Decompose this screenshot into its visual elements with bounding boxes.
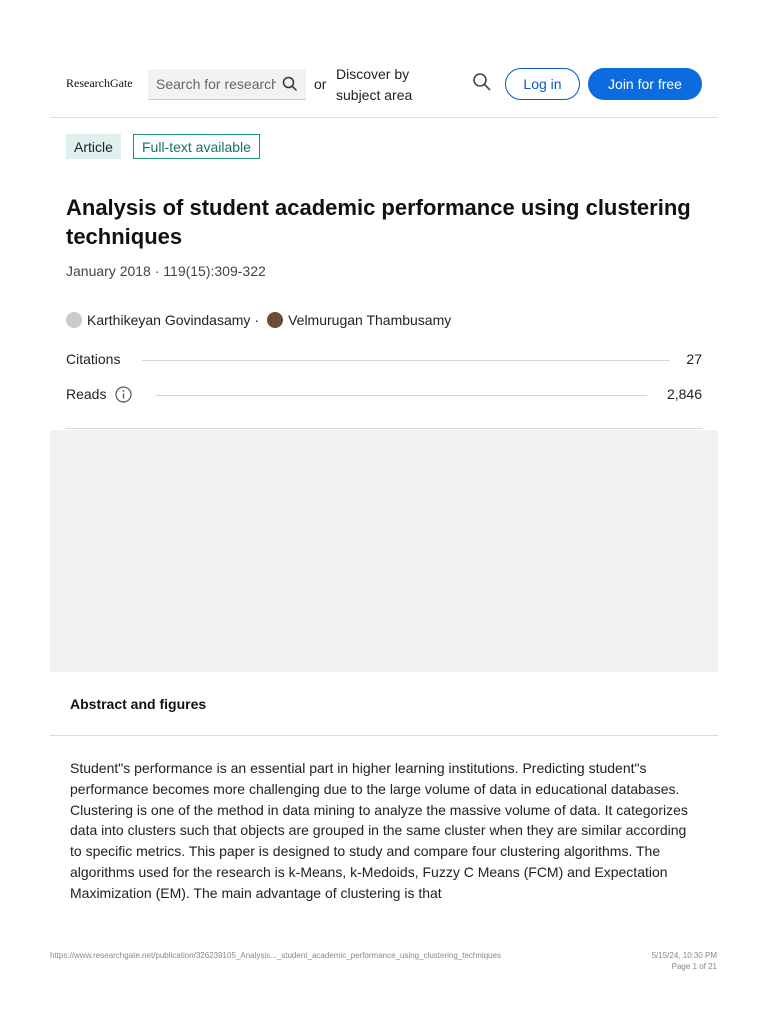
footer-url: https://www.researchgate.net/publication/326239105_Analysis..._student_academic_performance_using_clustering_techniques	[50, 951, 501, 960]
join-button[interactable]: Join for free	[588, 68, 702, 100]
search-icon[interactable]	[282, 76, 298, 92]
or-text: or	[314, 76, 327, 92]
footer-page-number: Page 1 of 21	[671, 962, 717, 971]
search-input[interactable]	[156, 75, 276, 93]
citations-divider	[142, 360, 670, 361]
full-text-badge[interactable]: Full-text available	[133, 134, 260, 159]
author-list	[66, 312, 451, 328]
reads-label: Reads	[66, 386, 107, 402]
reads-divider	[156, 395, 647, 396]
researchgate-logo[interactable]: ResearchGate	[66, 76, 133, 90]
citations-label: Citations	[66, 351, 121, 367]
search-box[interactable]	[148, 69, 306, 100]
citations-stat	[66, 351, 702, 371]
author-separator: ·	[254, 312, 260, 328]
reads-value: 2,846	[666, 386, 702, 402]
avatar[interactable]	[267, 312, 283, 328]
abstract-text: Student"s performance is an essential part in higher learning institutions. Predicting student"s performance becomes more challenging due to the large volume of data in educational databases. Clustering is one of the method in data mining to analyze the massive volume of data. It categorizes data into clusters such that objects are grouped in the same cluster when they are similar according to specific metrics. This paper is designed to study and compare four clustering algorithms. The algorithms used for the research is k-Means, k-Medoids, Fuzzy C Means (FCM) and Expectation Maximization (EM). The main advantage of clustering is that	[70, 760, 688, 901]
citations-value: 27	[686, 351, 702, 367]
search-icon[interactable]	[472, 72, 492, 92]
discover-link[interactable]: Discover by subject area	[336, 66, 413, 103]
publication-meta: January 2018 · 119(15):309-322	[66, 263, 266, 279]
info-icon[interactable]	[115, 386, 132, 403]
header-divider	[50, 117, 718, 118]
footer-datetime: 5/15/24, 10:30 PM	[651, 951, 717, 960]
stats-divider	[66, 428, 702, 429]
figure-preview-area	[50, 430, 718, 672]
author-link[interactable]: Velmurugan Thambusamy	[288, 312, 452, 328]
abstract-divider	[50, 735, 718, 736]
login-button[interactable]: Log in	[505, 68, 580, 100]
abstract-heading: Abstract and figures	[70, 696, 207, 712]
author-link[interactable]: Karthikeyan Govindasamy	[87, 312, 251, 328]
avatar[interactable]	[66, 312, 82, 328]
reads-stat	[66, 386, 702, 406]
article-type-badge: Article	[66, 134, 121, 159]
page-title: Analysis of student academic performance using clustering techniques	[66, 195, 691, 249]
